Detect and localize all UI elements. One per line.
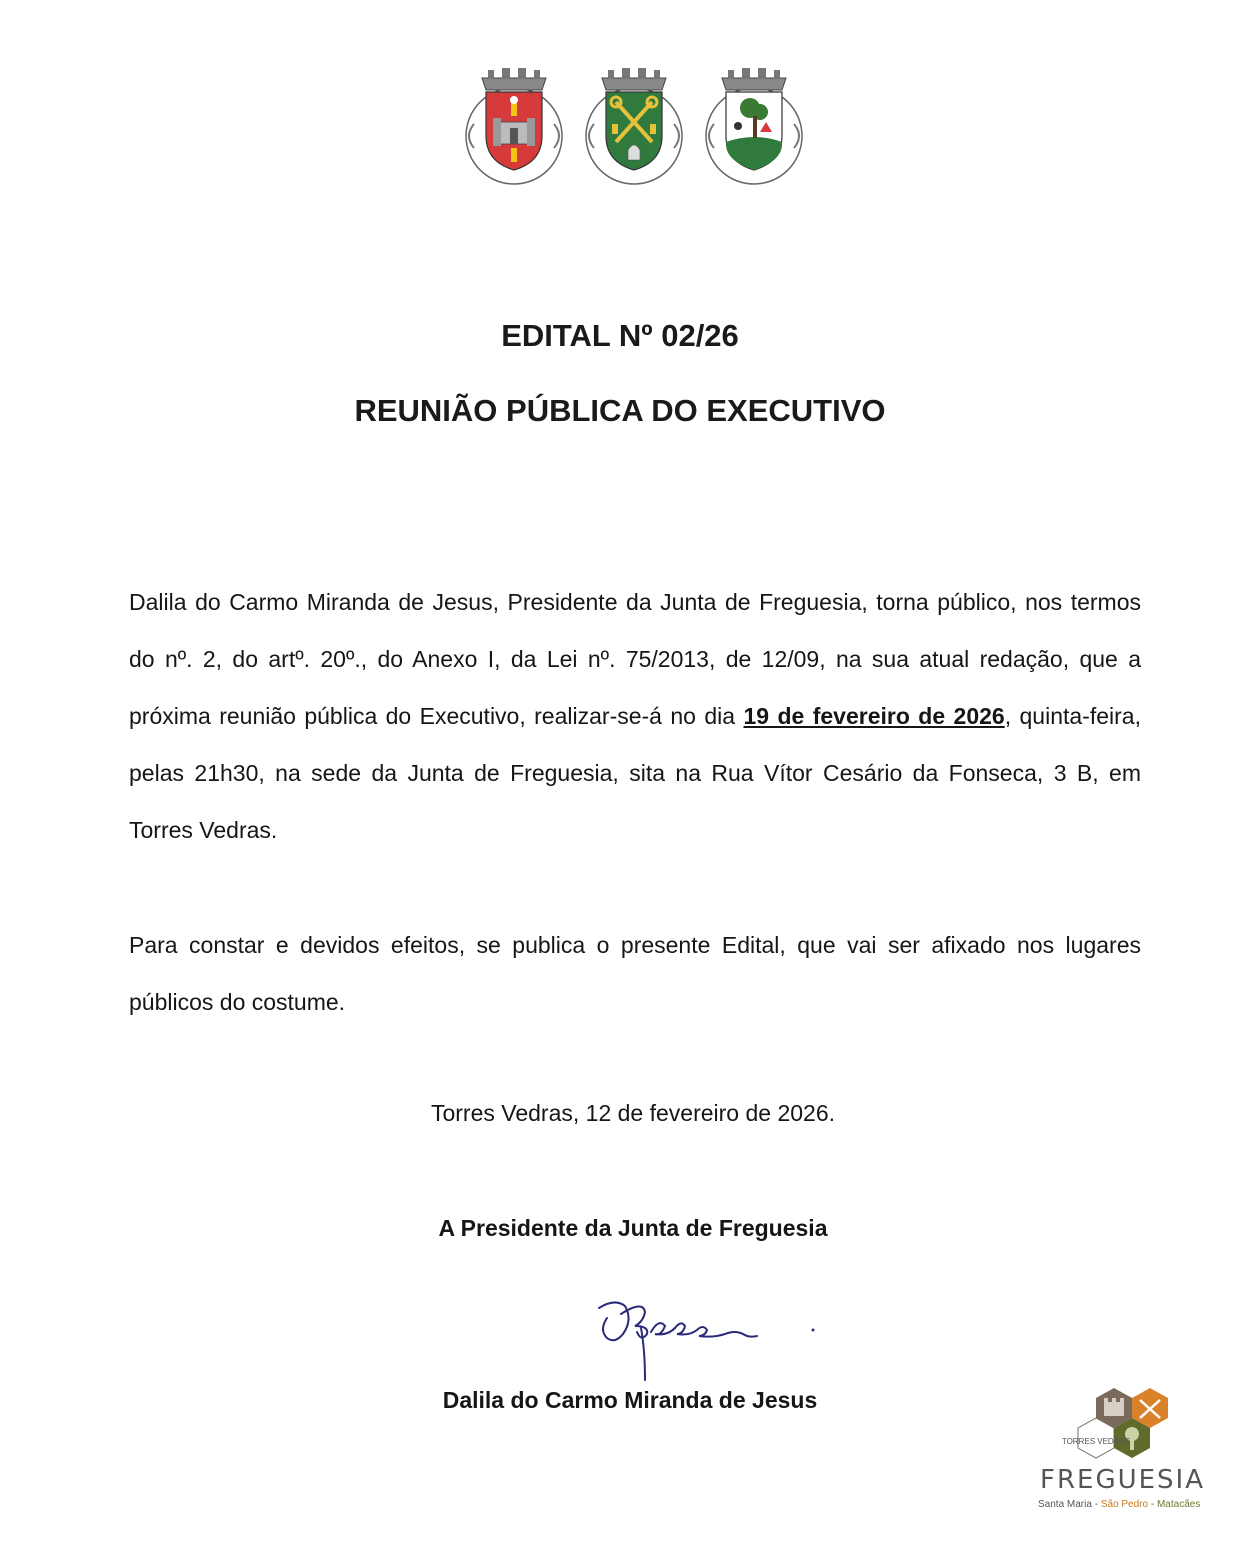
freguesia-sub-sao-pedro: São Pedro <box>1100 1499 1149 1510</box>
announcement-text-start: Dalila do Carmo Miranda de Jesus, Presidente da Junta de Freguesia, torna público, nos termos do nº. 2, do artº. 20º., do Anexo I, da Lei nº. 75/2013, de 12/09, na sua atual redação, que a próxima reunião pública do Executivo, realizar-se-á no dia <box>129 589 1141 729</box>
freguesia-sub-matacaes: Matacães <box>1156 1499 1201 1510</box>
edital-title: EDITAL Nº 02/26 <box>501 318 739 353</box>
signer-role: A Presidente da Junta de Freguesia <box>438 1215 828 1241</box>
crest-matacaes-icon <box>706 68 802 184</box>
freguesia-wordmark: FREGUESIA <box>1040 1465 1206 1495</box>
logo-badge-text: TORRES VEDRAS <box>1061 1437 1131 1446</box>
crest-sao-pedro-icon <box>586 68 682 184</box>
handwritten-signature <box>585 1290 825 1385</box>
signer-name: Dalila do Carmo Miranda de Jesus <box>442 1387 818 1413</box>
edital-subtitle: REUNIÃO PÚBLICA DO EXECUTIVO <box>354 393 886 428</box>
crests-header <box>462 66 812 192</box>
freguesia-sub-separator: - <box>1148 1499 1157 1510</box>
freguesia-subtitle <box>1038 1499 1201 1510</box>
announcement-text-end: , quinta-feira, pelas 21h30, na sede da Junta de Freguesia, sita na Rua Vítor Cesário da Fonseca, 3 B, em Torres Vedras. <box>129 703 1141 843</box>
crest-santa-maria-icon <box>466 68 562 184</box>
freguesia-sub-santa-maria: Santa Maria <box>1038 1499 1092 1510</box>
place-date: Torres Vedras, 12 de fevereiro de 2026. <box>430 1100 836 1126</box>
meeting-date-highlight: 19 de fevereiro de 2026 <box>743 703 1005 729</box>
announcement-paragraph <box>129 574 1141 859</box>
freguesia-sub-separator: - <box>1091 1499 1101 1510</box>
publication-paragraph: Para constar e devidos efeitos, se publica o presente Edital, que vai ser afixado nos lugares públicos do costume. <box>129 932 1141 1015</box>
